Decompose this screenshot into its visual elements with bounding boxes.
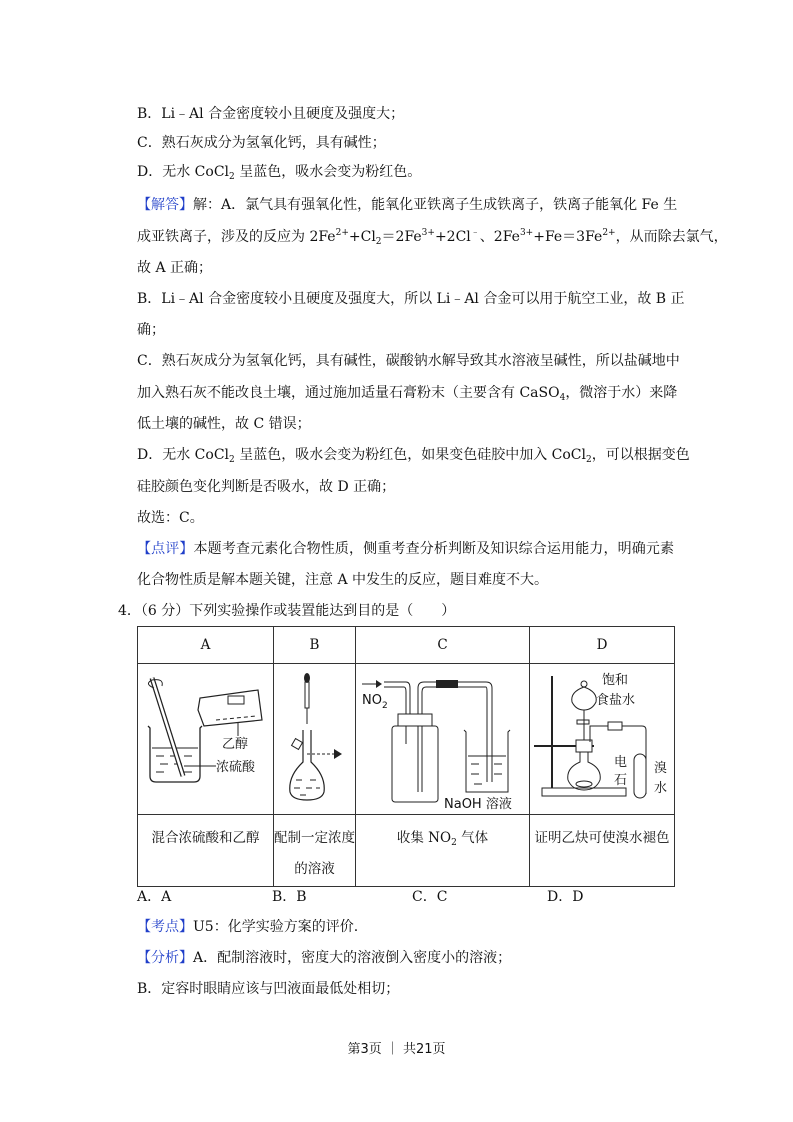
option-a: A．A xyxy=(137,889,172,905)
options-table xyxy=(137,626,675,887)
text-line: 低土壤的碱性，故 C 错误； xyxy=(137,416,311,432)
label-carbide-1: 电 xyxy=(614,755,628,770)
label-no2: $NO_2$ xyxy=(362,693,388,711)
label-bromine-2: 水 xyxy=(654,781,668,796)
header-d: D xyxy=(530,627,675,664)
text-line: B．定容时眼睛应该与凹液面最低处相切； xyxy=(137,981,400,997)
diagram-d xyxy=(530,664,675,815)
text-line: 故 A 正确； xyxy=(137,260,213,276)
text-line: B．Li﹣Al 合金密度较小且硬度及强度大，所以 Li﹣Al 合金可以用于航空工业，故 B 正 xyxy=(137,291,685,307)
text-line: 【分析】A．配制溶液时，密度大的溶液倒入密度小的溶液； xyxy=(137,950,512,966)
label-ethanol: 乙醇 xyxy=(222,737,249,752)
label-brine-1: 饱和 xyxy=(602,673,629,688)
diagram-a xyxy=(138,664,274,815)
text-line: 【考点】U5：化学实验方案的评价. xyxy=(137,919,359,935)
section-tag: 【解答】 xyxy=(137,197,193,213)
text-line: 故选：C。 xyxy=(137,510,204,526)
label-carbide-2: 石 xyxy=(614,773,628,788)
option-d: D．D xyxy=(547,889,584,905)
header-b: B xyxy=(274,627,356,664)
header-a: A xyxy=(138,627,274,664)
text-line: D．无水 CoCl$_2$ 呈蓝色，吸水会变为粉红色，如果变色硅胶中加入 CoCl$_2$，可以根据变色 xyxy=(137,447,690,465)
label-brine-2: 食盐水 xyxy=(596,693,636,708)
diagram-c xyxy=(356,664,530,815)
option-b: B．B xyxy=(272,889,307,905)
option-c: C．C xyxy=(412,889,448,905)
page-footer: 第3页 ｜ 共21页 xyxy=(347,1042,446,1057)
text-line: D．无水 CoCl$_2$ 呈蓝色，吸水会变为粉红色。 xyxy=(137,164,422,182)
label-naoh-solution: NaOH 溶液 xyxy=(444,797,512,810)
text-line: 【点评】本题考查元素化合物性质，侧重考查分析判断及知识综合运用能力，明确元素 xyxy=(137,541,675,557)
text-line: 【解答】解：A．氯气具有强氧化性，能氧化亚铁离子生成铁离子，铁离子能氧化 Fe 生 xyxy=(137,197,678,213)
text-line: B．Li﹣Al 合金密度较小且硬度及强度大； xyxy=(137,106,405,122)
diagram-b xyxy=(274,664,356,815)
text-line: 加入熟石灰不能改良土壤，通过施加适量石膏粉末（主要含有 CaSO$_4$，微溶于水）来降 xyxy=(137,385,678,403)
text-line: C．熟石灰成分为氢氧化钙，具有碱性，碳酸钠水解导致其水溶液呈碱性，所以盐碱地中 xyxy=(137,353,680,369)
question-stem: 4．（6 分）下列实验操作或装置能达到目的是（ ） xyxy=(118,603,456,619)
caption-b: 配制一定浓度 的溶液 xyxy=(274,815,356,887)
section-tag: 【考点】 xyxy=(137,919,193,935)
caption-c: 收集 $NO_2$ 气体 xyxy=(356,815,530,887)
header-c: C xyxy=(356,627,530,664)
section-tag: 【分析】 xyxy=(137,950,193,966)
text-line: 成亚铁离子，涉及的反应为 $2Fe^{2+}+Cl_2=2Fe^{3+}+2Cl^﹣$、$2Fe^{3+}+Fe=3Fe^{2+}$，从而除去氯气， xyxy=(137,228,728,247)
section-tag: 【点评】 xyxy=(137,541,194,557)
text-line: 确； xyxy=(137,322,165,338)
text-line: 化合物性质是解本题关键，注意 A 中发生的反应，题目难度不大。 xyxy=(137,572,549,588)
text-line: 硅胶颜色变化判断是否吸水，故 D 正确； xyxy=(137,479,396,495)
caption-d: 证明乙炔可使溴水褪色 xyxy=(530,815,675,887)
caption-a: 混合浓硫酸和乙醇 xyxy=(138,815,274,887)
text-line: C．熟石灰成分为氢氧化钙，具有碱性； xyxy=(137,135,386,151)
label-sulfuric-acid: 浓硫酸 xyxy=(216,760,256,775)
label-bromine-1: 溴 xyxy=(654,761,668,776)
